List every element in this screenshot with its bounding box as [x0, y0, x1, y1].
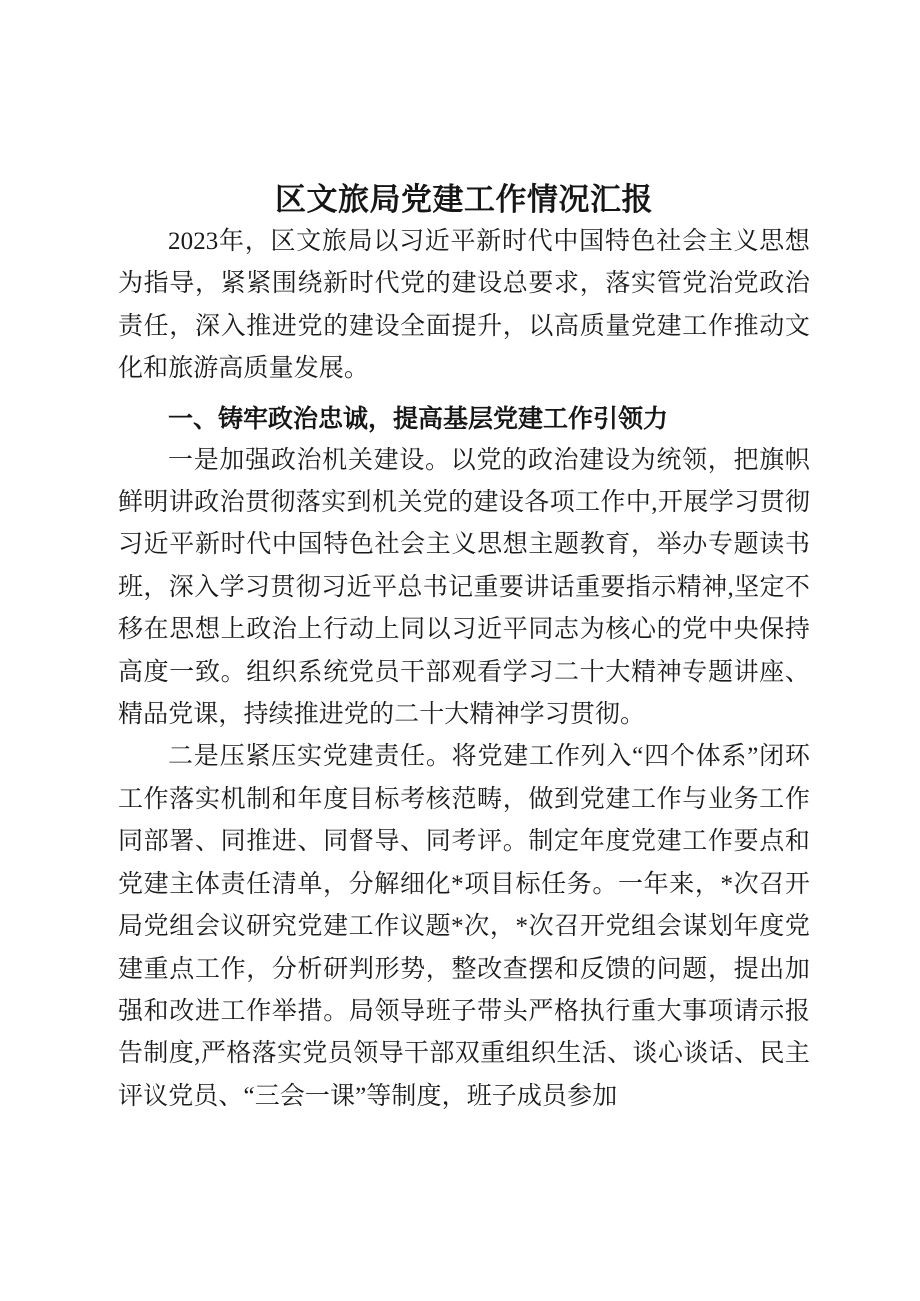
document-body	[118, 0, 810, 1118]
paragraph-point-2: 二是压紧压实党建责任。将党建工作列入“四个体系”闭环工作落实机制和年度目标考核范畴，做到党建工作与业务工作同部署、同推进、同督导、同考评。制定年度党建工作要点和党建主体责任清单，分解细化*项目标任务。一年来，*次召开局党组会议研究党建工作议题*次，*次召开党组会谋划年度党建重点工作，分析研判形势，整改查摆和反馈的问题，提出加强和改进工作举措。局领导班子带头严格执行重大事项请示报告制度,严格落实党员领导干部双重组织生活、谈心谈话、民主评议党员、“三会一课”等制度，班子成员参加	[118, 743, 810, 1110]
section-heading-1: 一、铸牢政治忠诚，提高基层党建工作引领力	[168, 404, 669, 433]
paragraph-intro: 2023年，区文旅局以习近平新时代中国特色社会主义思想为指导，紧紧围绕新时代党的建设总要求，落实管党治党政治责任，深入推进党的建设全面提升，以高质量党建工作推动文化和旅游高质量发展。	[118, 228, 810, 383]
page-title: 区文旅局党建工作情况汇报	[275, 182, 653, 217]
paragraph-point-1: 一是加强政治机关建设。以党的政治建设为统领，把旗帜鲜明讲政治贯彻落实到机关党的建设各项工作中,开展学习贯彻习近平新时代中国特色社会主义思想主题教育，举办专题读书班，深入学习贯彻习近平总书记重要讲话重要指示精神,坚定不移在思想上政治上行动上同以习近平同志为核心的党中央保持高度一致。组织系统党员干部观看学习二十大精神专题讲座、精品党课，持续推进党的二十大精神学习贯彻。	[118, 446, 810, 729]
